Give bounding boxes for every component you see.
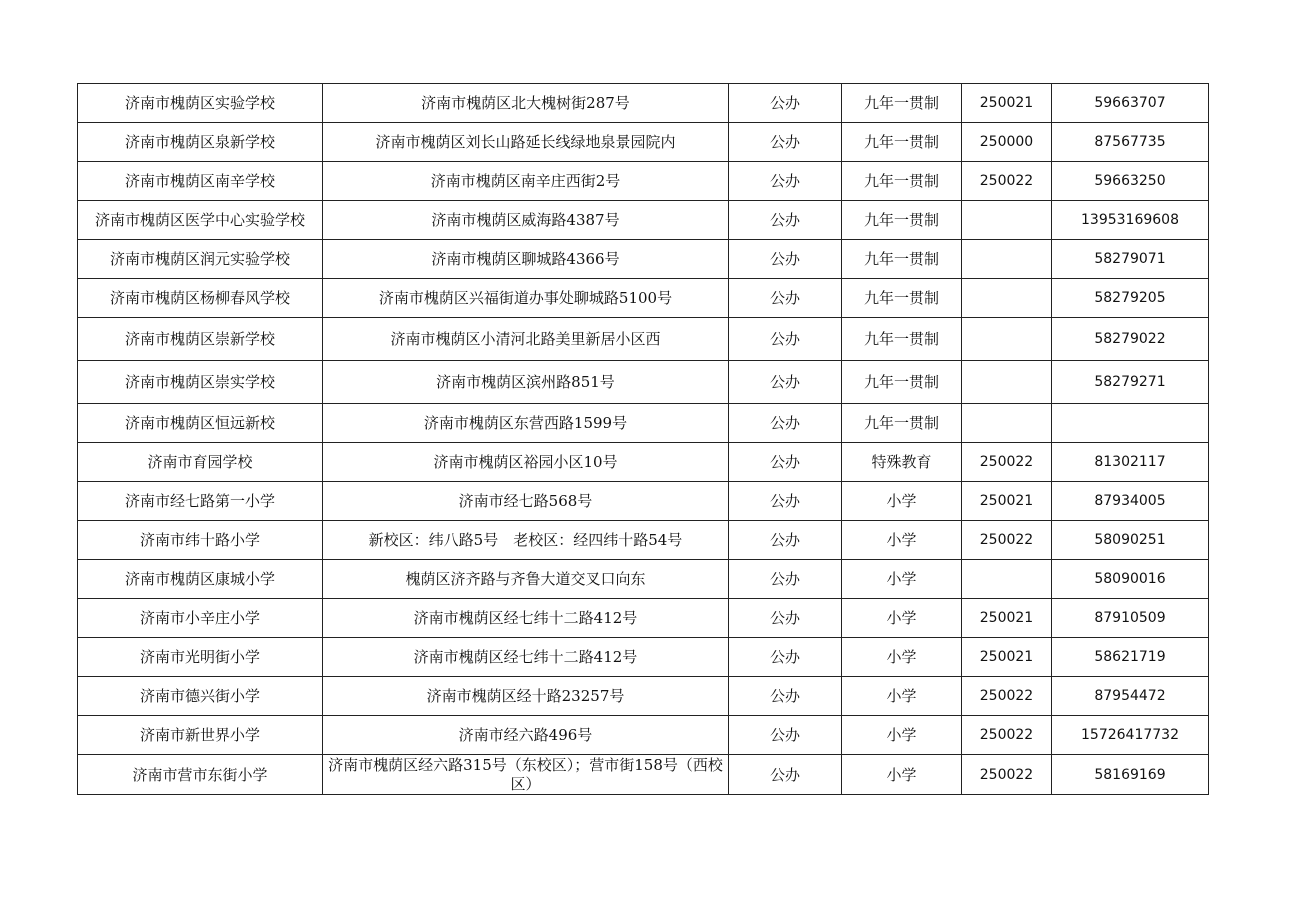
- postal-code-cell: 250022: [962, 716, 1052, 755]
- school-name-cell: 济南市槐荫区恒远新校: [78, 404, 323, 443]
- postal-code-cell: 250021: [962, 482, 1052, 521]
- table-row: [78, 201, 1209, 240]
- school-level-cell: 小学: [842, 755, 962, 795]
- postal-code-cell: [962, 361, 1052, 404]
- school-name-cell: 济南市槐荫区南辛学校: [78, 162, 323, 201]
- address-cell: 新校区：纬八路5号 老校区：经四纬十路54号: [323, 521, 729, 560]
- phone-cell: 58279022: [1052, 318, 1209, 361]
- postal-code-cell: [962, 279, 1052, 318]
- ownership-cell: 公办: [729, 201, 842, 240]
- table-row: [78, 318, 1209, 361]
- ownership-cell: 公办: [729, 599, 842, 638]
- ownership-cell: 公办: [729, 240, 842, 279]
- address-cell: 济南市槐荫区滨州路851号: [323, 361, 729, 404]
- phone-cell: 13953169608: [1052, 201, 1209, 240]
- school-level-cell: 小学: [842, 677, 962, 716]
- postal-code-cell: [962, 404, 1052, 443]
- ownership-cell: 公办: [729, 521, 842, 560]
- ownership-cell: 公办: [729, 716, 842, 755]
- phone-cell: [1052, 404, 1209, 443]
- table-row: [78, 123, 1209, 162]
- postal-code-cell: [962, 318, 1052, 361]
- phone-cell: 58621719: [1052, 638, 1209, 677]
- ownership-cell: 公办: [729, 84, 842, 123]
- phone-cell: 58279205: [1052, 279, 1209, 318]
- table-row: [78, 599, 1209, 638]
- school-level-cell: 小学: [842, 716, 962, 755]
- postal-code-cell: 250021: [962, 599, 1052, 638]
- postal-code-cell: 250022: [962, 755, 1052, 795]
- address-cell: 槐荫区济齐路与齐鲁大道交叉口向东: [323, 560, 729, 599]
- phone-cell: 58279271: [1052, 361, 1209, 404]
- ownership-cell: 公办: [729, 677, 842, 716]
- school-name-cell: 济南市槐荫区润元实验学校: [78, 240, 323, 279]
- school-name-cell: 济南市槐荫区崇实学校: [78, 361, 323, 404]
- school-name-cell: 济南市新世界小学: [78, 716, 323, 755]
- school-level-cell: 九年一贯制: [842, 162, 962, 201]
- address-cell: 济南市槐荫区东营西路1599号: [323, 404, 729, 443]
- postal-code-cell: 250021: [962, 638, 1052, 677]
- table-row: [78, 240, 1209, 279]
- postal-code-cell: 250022: [962, 521, 1052, 560]
- address-cell: 济南市槐荫区经六路315号（东校区）；营市街158号（西校区）: [323, 755, 729, 795]
- school-level-cell: 九年一贯制: [842, 240, 962, 279]
- address-cell: 济南市槐荫区小清河北路美里新居小区西: [323, 318, 729, 361]
- table-row: [78, 443, 1209, 482]
- address-cell: 济南市槐荫区威海路4387号: [323, 201, 729, 240]
- ownership-cell: 公办: [729, 318, 842, 361]
- phone-cell: 15726417732: [1052, 716, 1209, 755]
- phone-cell: 87954472: [1052, 677, 1209, 716]
- postal-code-cell: [962, 560, 1052, 599]
- address-cell: 济南市槐荫区裕园小区10号: [323, 443, 729, 482]
- table-row: [78, 404, 1209, 443]
- school-name-cell: 济南市槐荫区泉新学校: [78, 123, 323, 162]
- school-level-cell: 小学: [842, 521, 962, 560]
- phone-cell: 59663707: [1052, 84, 1209, 123]
- ownership-cell: 公办: [729, 560, 842, 599]
- school-name-cell: 济南市槐荫区实验学校: [78, 84, 323, 123]
- postal-code-cell: 250000: [962, 123, 1052, 162]
- table-row: [78, 162, 1209, 201]
- table-row: [78, 716, 1209, 755]
- school-name-cell: 济南市纬十路小学: [78, 521, 323, 560]
- address-cell: 济南市槐荫区经七纬十二路412号: [323, 638, 729, 677]
- school-level-cell: 九年一贯制: [842, 84, 962, 123]
- school-level-cell: 小学: [842, 560, 962, 599]
- ownership-cell: 公办: [729, 404, 842, 443]
- ownership-cell: 公办: [729, 482, 842, 521]
- school-level-cell: 小学: [842, 638, 962, 677]
- school-level-cell: 九年一贯制: [842, 279, 962, 318]
- table-row: [78, 84, 1209, 123]
- school-level-cell: 九年一贯制: [842, 404, 962, 443]
- phone-cell: 81302117: [1052, 443, 1209, 482]
- postal-code-cell: 250022: [962, 677, 1052, 716]
- phone-cell: 58279071: [1052, 240, 1209, 279]
- table-row: [78, 560, 1209, 599]
- school-level-cell: 小学: [842, 599, 962, 638]
- table-row: [78, 279, 1209, 318]
- school-table: [77, 83, 1209, 795]
- phone-cell: 87567735: [1052, 123, 1209, 162]
- school-name-cell: 济南市育园学校: [78, 443, 323, 482]
- table-row: [78, 361, 1209, 404]
- ownership-cell: 公办: [729, 279, 842, 318]
- postal-code-cell: [962, 201, 1052, 240]
- school-name-cell: 济南市槐荫区康城小学: [78, 560, 323, 599]
- phone-cell: 59663250: [1052, 162, 1209, 201]
- school-level-cell: 九年一贯制: [842, 318, 962, 361]
- address-cell: 济南市槐荫区兴福街道办事处聊城路5100号: [323, 279, 729, 318]
- ownership-cell: 公办: [729, 755, 842, 795]
- school-name-cell: 济南市营市东街小学: [78, 755, 323, 795]
- postal-code-cell: 250021: [962, 84, 1052, 123]
- school-name-cell: 济南市光明街小学: [78, 638, 323, 677]
- postal-code-cell: 250022: [962, 443, 1052, 482]
- table-row: [78, 755, 1209, 795]
- school-level-cell: 特殊教育: [842, 443, 962, 482]
- ownership-cell: 公办: [729, 443, 842, 482]
- school-name-cell: 济南市槐荫区崇新学校: [78, 318, 323, 361]
- address-cell: 济南市槐荫区刘长山路延长线绿地泉景园院内: [323, 123, 729, 162]
- address-cell: 济南市槐荫区经十路23257号: [323, 677, 729, 716]
- address-cell: 济南市经六路496号: [323, 716, 729, 755]
- phone-cell: 58090016: [1052, 560, 1209, 599]
- school-level-cell: 九年一贯制: [842, 361, 962, 404]
- school-table-body: [78, 84, 1209, 795]
- school-level-cell: 九年一贯制: [842, 201, 962, 240]
- table-row: [78, 638, 1209, 677]
- school-name-cell: 济南市德兴街小学: [78, 677, 323, 716]
- address-cell: 济南市经七路568号: [323, 482, 729, 521]
- postal-code-cell: [962, 240, 1052, 279]
- school-level-cell: 小学: [842, 482, 962, 521]
- ownership-cell: 公办: [729, 123, 842, 162]
- ownership-cell: 公办: [729, 162, 842, 201]
- phone-cell: 58090251: [1052, 521, 1209, 560]
- phone-cell: 58169169: [1052, 755, 1209, 795]
- ownership-cell: 公办: [729, 638, 842, 677]
- phone-cell: 87934005: [1052, 482, 1209, 521]
- school-list-sheet: [77, 83, 1208, 795]
- school-name-cell: 济南市槐荫区杨柳春风学校: [78, 279, 323, 318]
- school-level-cell: 九年一贯制: [842, 123, 962, 162]
- table-row: [78, 677, 1209, 716]
- school-name-cell: 济南市槐荫区医学中心实验学校: [78, 201, 323, 240]
- address-cell: 济南市槐荫区南辛庄西街2号: [323, 162, 729, 201]
- ownership-cell: 公办: [729, 361, 842, 404]
- address-cell: 济南市槐荫区北大槐树街287号: [323, 84, 729, 123]
- address-cell: 济南市槐荫区聊城路4366号: [323, 240, 729, 279]
- school-name-cell: 济南市经七路第一小学: [78, 482, 323, 521]
- postal-code-cell: 250022: [962, 162, 1052, 201]
- phone-cell: 87910509: [1052, 599, 1209, 638]
- school-name-cell: 济南市小辛庄小学: [78, 599, 323, 638]
- address-cell: 济南市槐荫区经七纬十二路412号: [323, 599, 729, 638]
- table-row: [78, 521, 1209, 560]
- table-row: [78, 482, 1209, 521]
